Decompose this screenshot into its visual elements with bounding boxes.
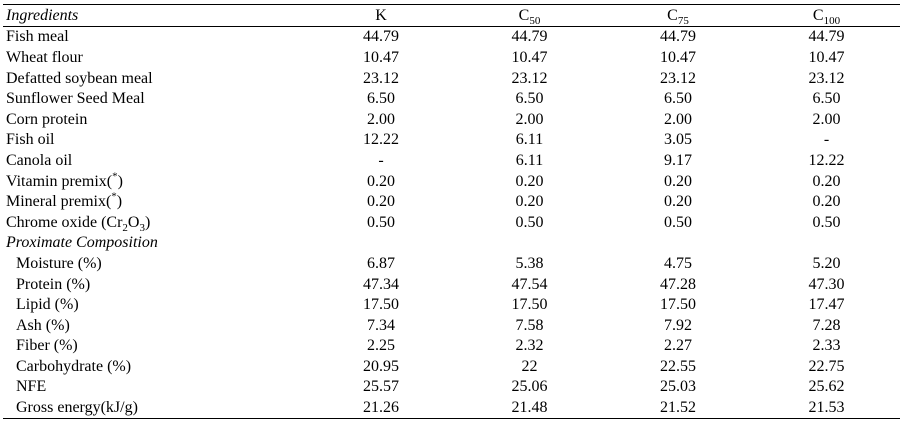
cell-value: 47.28 — [660, 275, 696, 293]
cell-value: 2.27 — [664, 337, 692, 355]
cell-value: 20.95 — [363, 357, 399, 375]
cell-value: - — [823, 131, 830, 149]
cell-value: 17.50 — [511, 296, 548, 314]
cell-value: 23.12 — [363, 69, 399, 87]
cell-value: 23.12 — [660, 69, 696, 87]
cell-value: 25.03 — [660, 378, 696, 396]
table-row — [3, 150, 900, 171]
table-row — [3, 377, 900, 398]
cell-value: 2.00 — [367, 110, 395, 128]
section-label: Proximate Composition — [6, 234, 158, 252]
cell-value: 23.12 — [511, 69, 548, 87]
cell-value: 25.57 — [363, 378, 399, 396]
row-label: Fiber (%) — [16, 337, 78, 355]
row-label: Sunflower Seed Meal — [6, 90, 145, 108]
diet-composition-table — [3, 4, 900, 419]
cell-value: 7.28 — [812, 316, 841, 334]
cell-value: 0.20 — [367, 193, 395, 211]
cell-value: 2.33 — [812, 337, 841, 355]
table-row — [3, 88, 900, 109]
cell-value: 6.50 — [515, 90, 544, 108]
cell-value: 17.50 — [660, 296, 696, 314]
cell-value: 3.05 — [664, 131, 692, 149]
cell-value: 21.26 — [363, 399, 399, 417]
row-label: NFE — [16, 378, 47, 396]
cell-value: 6.50 — [367, 90, 395, 108]
cell-value: 22.55 — [660, 357, 696, 375]
row-label: Vitamin premix(*) — [6, 170, 123, 190]
cell-value: 10.47 — [363, 48, 399, 66]
cell-value: 0.50 — [664, 213, 692, 231]
cell-value: 22.75 — [808, 357, 845, 375]
cell-value: 21.48 — [511, 399, 548, 417]
cell-value: 0.50 — [515, 213, 544, 231]
cell-value: 2.00 — [664, 110, 692, 128]
cell-value: 21.53 — [808, 399, 845, 417]
row-label: Canola oil — [6, 151, 73, 169]
cell-value: 44.79 — [808, 28, 845, 46]
cell-value: 2.25 — [367, 337, 395, 355]
cell-value: 0.20 — [812, 172, 841, 190]
cell-value: 7.58 — [515, 316, 544, 334]
cell-value: 23.12 — [808, 69, 845, 87]
cell-value: 7.92 — [664, 316, 692, 334]
cell-value: 12.22 — [363, 131, 399, 149]
table-row — [3, 294, 900, 315]
cell-value: 4.75 — [664, 254, 692, 272]
table-row — [3, 336, 900, 357]
row-label: Mineral premix(*) — [6, 190, 123, 211]
cell-value: 25.06 — [511, 378, 548, 396]
cell-value: 47.30 — [808, 275, 845, 293]
cell-value: 7.34 — [367, 316, 395, 334]
cell-value: 6.11 — [515, 151, 544, 169]
cell-value: 21.52 — [660, 399, 696, 417]
table-row — [3, 274, 900, 295]
cell-value: 5.38 — [515, 254, 544, 272]
cell-value: 10.47 — [808, 48, 845, 66]
cell-value: 10.47 — [660, 48, 696, 66]
row-label: Defatted soybean meal — [6, 69, 153, 87]
cell-value: 17.47 — [808, 296, 845, 314]
table-row — [3, 109, 900, 130]
cell-value: 9.17 — [664, 151, 692, 169]
cell-value: 44.79 — [511, 28, 548, 46]
row-label: Carbohydrate (%) — [16, 357, 132, 375]
header-ingredients: Ingredients — [6, 6, 79, 24]
table-row — [3, 356, 900, 377]
cell-value: 6.50 — [812, 90, 841, 108]
table-header-row — [3, 5, 900, 27]
cell-value: 5.20 — [812, 254, 841, 272]
cell-value: 17.50 — [363, 296, 399, 314]
cell-value: 0.20 — [664, 193, 692, 211]
row-label: Corn protein — [6, 110, 88, 128]
table-row — [3, 191, 900, 212]
cell-value: 10.47 — [511, 48, 548, 66]
section-header-row — [3, 233, 900, 254]
cell-value: - — [378, 151, 384, 169]
row-label: Wheat flour — [6, 48, 83, 66]
cell-value: 6.11 — [515, 131, 544, 149]
cell-value: 0.50 — [367, 213, 395, 231]
table-row — [3, 315, 900, 336]
table-row — [3, 171, 900, 192]
cell-value: 0.20 — [367, 172, 395, 190]
cell-value: 6.50 — [664, 90, 692, 108]
cell-value: 47.54 — [511, 275, 548, 293]
row-label: Lipid (%) — [16, 296, 79, 314]
header-col-c50: $C_{50}$ — [518, 6, 541, 27]
cell-value: 2.00 — [515, 110, 544, 128]
row-label: Moisture (%) — [16, 254, 102, 272]
row-label: Fish meal — [6, 28, 69, 46]
row-label: Chrome oxide $(Cr_2O_3)$ — [6, 213, 151, 234]
header-col-c100: $C_{100}$ — [812, 6, 841, 27]
cell-value: 0.20 — [664, 172, 692, 190]
cell-value: 25.62 — [808, 378, 845, 396]
cell-value: 44.79 — [660, 28, 696, 46]
row-label: Fish oil — [6, 131, 55, 149]
table-row — [3, 47, 900, 68]
cell-value: 2.00 — [812, 110, 841, 128]
table-row — [3, 212, 900, 233]
header-col-k: K — [375, 6, 387, 24]
cell-value: 22 — [521, 357, 538, 375]
table-row — [3, 130, 900, 151]
table-row — [3, 253, 900, 274]
cell-value: 6.87 — [367, 254, 395, 272]
cell-value: 2.32 — [515, 337, 544, 355]
row-label: Ash (%) — [16, 316, 70, 334]
cell-value: 0.20 — [812, 193, 841, 211]
row-label: Protein (%) — [16, 275, 91, 293]
cell-value: 0.20 — [515, 193, 544, 211]
cell-value: 12.22 — [808, 151, 845, 169]
header-col-c75: $C_{75}$ — [667, 6, 689, 27]
table-row — [3, 68, 900, 89]
table-row — [3, 26, 900, 47]
cell-value: 44.79 — [363, 28, 399, 46]
cell-value: 0.20 — [515, 172, 544, 190]
row-label: Gross energy(kJ/g) — [16, 399, 138, 417]
cell-value: 0.50 — [812, 213, 841, 231]
table-row — [3, 397, 900, 418]
cell-value: 47.34 — [363, 275, 399, 293]
